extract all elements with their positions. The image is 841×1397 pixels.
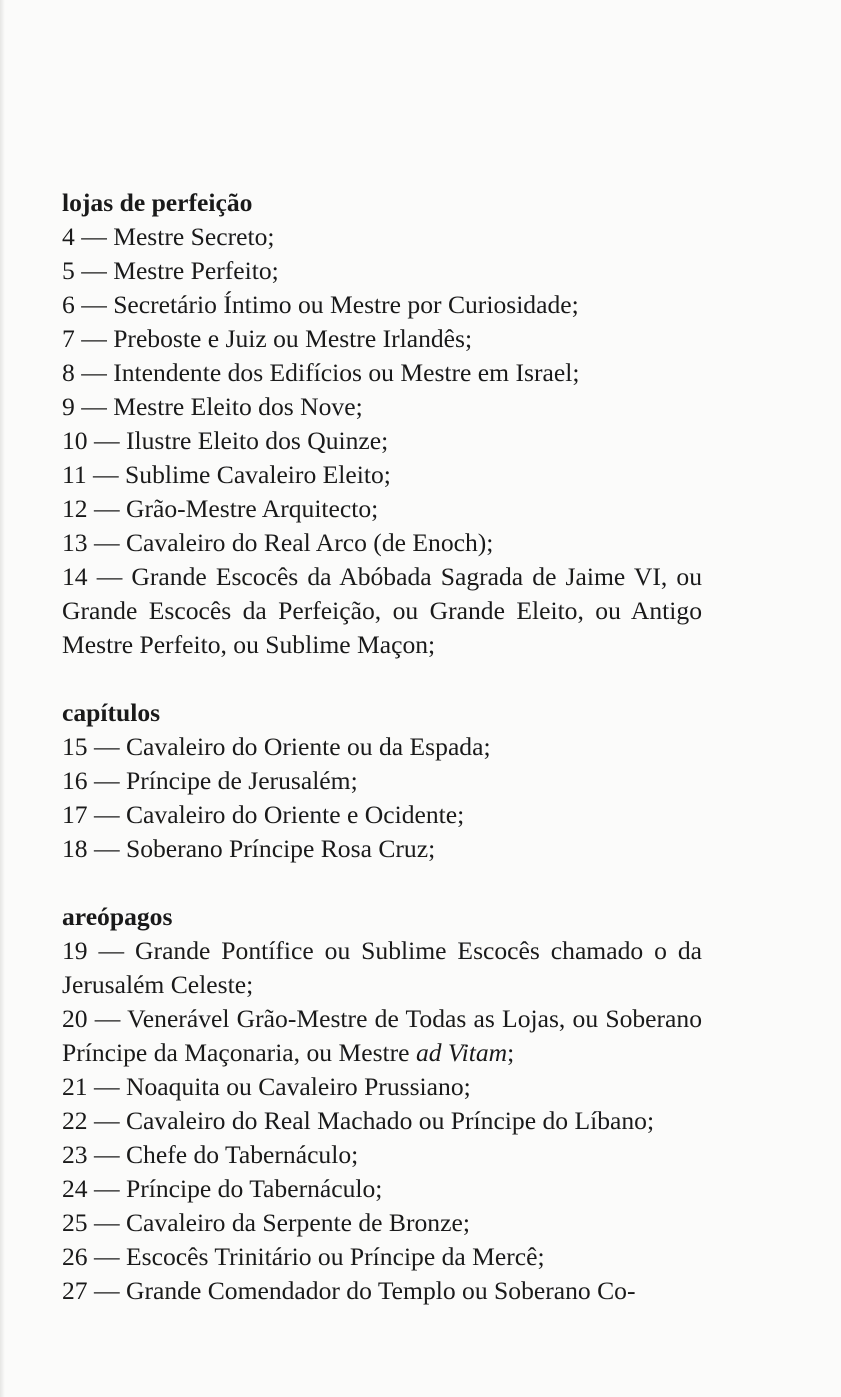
list-item: 15 — Cavaleiro do Oriente ou da Espada; [62, 732, 491, 761]
list-item: 27 — Grande Comendador do Templo ou Soberano Co- [62, 1276, 636, 1305]
italic-text: ad Vitam [415, 1038, 508, 1067]
list-item: 5 — Mestre Perfeito; [62, 256, 279, 285]
list-item: 12 — Grão-Mestre Arquitecto; [62, 494, 379, 523]
punctuation: ; [507, 1038, 515, 1067]
degree-list [62, 186, 702, 1308]
list-item: 4 — Mestre Secreto; [62, 222, 275, 251]
page-edge-shadow [0, 0, 5, 1397]
list-item: 9 — Mestre Eleito dos Nove; [62, 392, 363, 421]
list-item: 26 — Escocês Trinitário ou Príncipe da Mercê; [62, 1242, 545, 1271]
section-lojas-de-perfeicao [62, 186, 702, 662]
list-item: 23 — Chefe do Tabernáculo; [62, 1140, 359, 1169]
list-item: 16 — Príncipe de Jerusalém; [62, 766, 358, 795]
list-item: 8 — Intendente dos Edifícios ou Mestre em Israel; [62, 358, 580, 387]
section-heading: lojas de perfeição [62, 188, 253, 217]
list-item: 14 — Grande Escocês da Abóbada Sagrada de Jaime VI, ou Grande Escocês da Perfeição, ou Grande Eleito, ou Antigo Mestre Perfeito, ou Sublime Maçon; [62, 562, 702, 659]
section-capitulos [62, 696, 702, 866]
list-item [62, 1002, 702, 1070]
section-areopagos [62, 900, 702, 1308]
section-heading: capítulos [62, 698, 161, 727]
list-item-text: 20 — Venerável Grão-Mestre de Todas as Lojas, ou Soberano Príncipe da Maçonaria, ou Mestre [62, 1004, 702, 1067]
list-item: 22 — Cavaleiro do Real Machado ou Príncipe do Líbano; [62, 1106, 655, 1135]
list-item: 25 — Cavaleiro da Serpente de Bronze; [62, 1208, 470, 1237]
list-item: 21 — Noaquita ou Cavaleiro Prussiano; [62, 1072, 471, 1101]
list-item: 13 — Cavaleiro do Real Arco (de Enoch); [62, 528, 494, 557]
list-item: 6 — Secretário Íntimo ou Mestre por Curiosidade; [62, 290, 579, 319]
list-item: 18 — Soberano Príncipe Rosa Cruz; [62, 834, 436, 863]
list-item: 17 — Cavaleiro do Oriente e Ocidente; [62, 800, 465, 829]
section-heading: areópagos [62, 902, 173, 931]
list-item: 11 — Sublime Cavaleiro Eleito; [62, 460, 391, 489]
list-item: 19 — Grande Pontífice ou Sublime Escocês chamado o da Jerusalém Celeste; [62, 936, 702, 999]
list-item: 24 — Príncipe do Tabernáculo; [62, 1174, 383, 1203]
list-item: 10 — Ilustre Eleito dos Quinze; [62, 426, 389, 455]
list-item: 7 — Preboste e Juiz ou Mestre Irlandês; [62, 324, 473, 353]
